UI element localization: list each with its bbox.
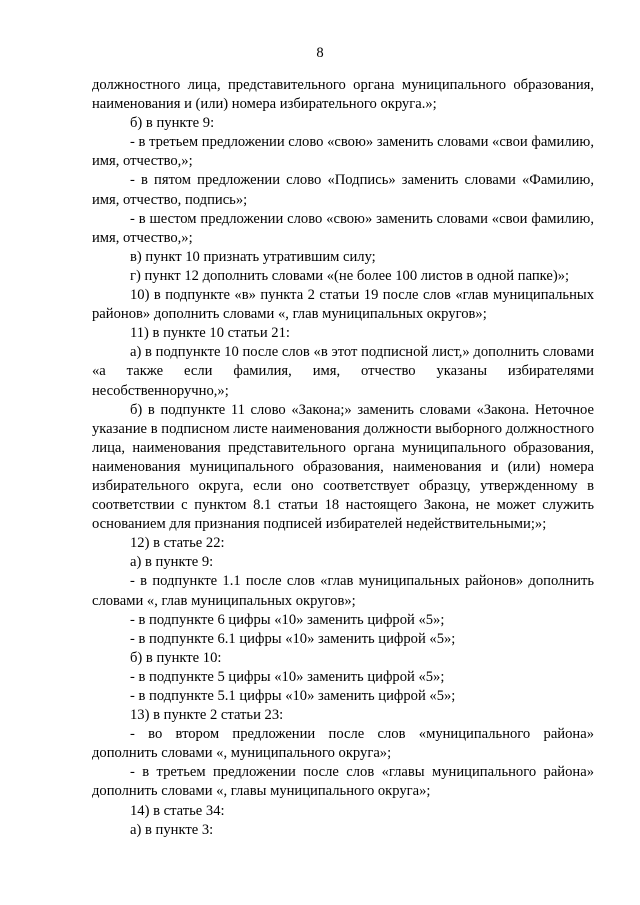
paragraph: 12) в статье 22: bbox=[130, 535, 225, 552]
paragraph: а) в пункте 3: bbox=[130, 821, 214, 838]
paragraph: б) в подпункте 11 слово «Закона;» заменить словами «Закона. Неточное указание в подписном листе наименования должности выборного должностного лица, наименования представительного органа муниципального образования, наименования муниципального образования, наименования и (или) номера избирательного округа, если оно соответствует образцу, утвержденному в соответствии с пунктом 8.1 статьи 18 настоящего Закона, не может служить основанием для признания подписей избирателей недействительными;»; bbox=[92, 401, 594, 533]
paragraph: - в шестом предложении слово «свою» заменить словами «свои фамилию, имя, отчество,»; bbox=[92, 210, 594, 246]
paragraph: - во втором предложении после слов «муниципального района» дополнить словами «, муниципального округа»; bbox=[92, 726, 594, 762]
paragraph: б) в пункте 9: bbox=[130, 115, 215, 132]
paragraph: в) пункт 10 признать утратившим силу; bbox=[130, 248, 376, 265]
paragraph: 10) в подпункте «в» пункта 2 статьи 19 после слов «глав муниципальных районов» дополнить словами «, глав муниципальных округов»; bbox=[92, 287, 594, 323]
paragraph: б) в пункте 10: bbox=[130, 649, 222, 666]
paragraph: 11) в пункте 10 статьи 21: bbox=[130, 325, 290, 342]
paragraph: - в подпункте 6 цифры «10» заменить цифрой «5»; bbox=[130, 611, 445, 628]
paragraph: 14) в статье 34: bbox=[130, 802, 225, 819]
paragraph: - в подпункте 5 цифры «10» заменить цифрой «5»; bbox=[130, 668, 445, 685]
paragraph: а) в пункте 9: bbox=[130, 554, 214, 571]
paragraph: - в третьем предложении после слов «главы муниципального района» дополнить словами «, главы муниципального округа»; bbox=[92, 764, 594, 800]
page-number: 8 bbox=[316, 45, 324, 61]
paragraph: 13) в пункте 2 статьи 23: bbox=[130, 707, 284, 724]
document-body bbox=[92, 76, 594, 840]
paragraph: - в подпункте 1.1 после слов «глав муниципальных районов» дополнить словами «, глав муниципальных округов»; bbox=[92, 573, 594, 609]
paragraph: должностного лица, представительного органа муниципального образования, наименования и (или) номера избирательного округа.»; bbox=[92, 77, 594, 113]
paragraph: - в третьем предложении слово «свою» заменить словами «свои фамилию, имя, отчество,»; bbox=[92, 134, 594, 170]
paragraph: а) в подпункте 10 после слов «в этот подписной лист,» дополнить словами «а также если фамилия, имя, отчество указаны избирателями несобственноручно,»; bbox=[92, 344, 594, 399]
paragraph: - в подпункте 6.1 цифры «10» заменить цифрой «5»; bbox=[130, 630, 456, 647]
paragraph: - в пятом предложении слово «Подпись» заменить словами «Фамилию, имя, отчество, подпись»; bbox=[92, 172, 594, 208]
paragraph: - в подпункте 5.1 цифры «10» заменить цифрой «5»; bbox=[130, 688, 456, 704]
paragraph: г) пункт 12 дополнить словами «(не более 100 листов в одной папке)»; bbox=[130, 267, 570, 284]
